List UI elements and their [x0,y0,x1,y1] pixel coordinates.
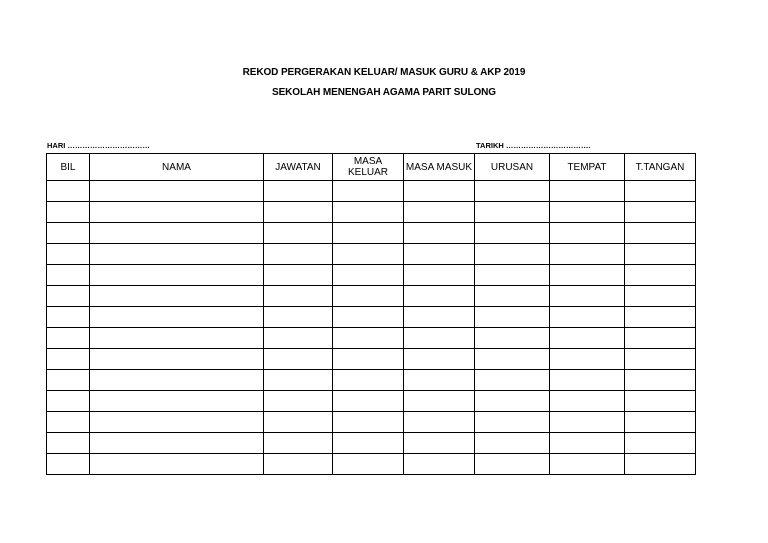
cell-jawatan [264,181,333,202]
cell-masa-masuk [404,391,475,412]
cell-masa-keluar [333,244,404,265]
cell-urusan [475,454,550,475]
cell-urusan [475,202,550,223]
cell-bil [47,454,90,475]
cell-urusan [475,412,550,433]
cell-urusan [475,307,550,328]
cell-t-tangan [625,454,696,475]
table-body [47,181,696,475]
cell-masa-keluar [333,433,404,454]
cell-bil [47,328,90,349]
cell-t-tangan [625,328,696,349]
form-title: REKOD PERGERAKAN KELUAR/ MASUK GURU & AKP 2019 [242,67,526,78]
cell-jawatan [264,454,333,475]
table-row [47,202,696,223]
table-row [47,391,696,412]
header-masa-masuk: MASA MASUK [404,154,475,181]
cell-nama [90,307,264,328]
header-nama: NAMA [90,154,264,181]
cell-nama [90,412,264,433]
cell-tempat [550,454,625,475]
header-masa-keluar-line2: KELUAR [347,167,388,178]
cell-tempat [550,181,625,202]
cell-bil [47,412,90,433]
cell-t-tangan [625,412,696,433]
cell-urusan [475,328,550,349]
cell-bil [47,181,90,202]
cell-masa-masuk [404,370,475,391]
header-masa-keluar-line1: MASA [353,156,383,167]
cell-masa-masuk [404,202,475,223]
cell-urusan [475,265,550,286]
table-row [47,370,696,391]
cell-masa-masuk [404,328,475,349]
cell-jawatan [264,202,333,223]
cell-t-tangan [625,391,696,412]
table-row [47,349,696,370]
cell-bil [47,265,90,286]
cell-masa-keluar [333,223,404,244]
hari-field: HARI …………………………… [47,141,150,150]
header-bil: BIL [47,154,90,181]
table-row [47,454,696,475]
cell-bil [47,286,90,307]
cell-jawatan [264,412,333,433]
header-t-tangan: T.TANGAN [625,154,696,181]
cell-t-tangan [625,265,696,286]
cell-nama [90,349,264,370]
cell-bil [47,223,90,244]
cell-tempat [550,265,625,286]
cell-tempat [550,202,625,223]
cell-jawatan [264,223,333,244]
cell-bil [47,370,90,391]
cell-bil [47,391,90,412]
school-name: SEKOLAH MENENGAH AGAMA PARIT SULONG [272,87,496,98]
cell-masa-keluar [333,286,404,307]
cell-nama [90,244,264,265]
cell-t-tangan [625,244,696,265]
cell-masa-masuk [404,181,475,202]
table-row [47,433,696,454]
cell-nama [90,286,264,307]
table-row [47,181,696,202]
cell-masa-keluar [333,307,404,328]
cell-masa-masuk [404,244,475,265]
cell-nama [90,223,264,244]
cell-masa-keluar [333,349,404,370]
cell-tempat [550,433,625,454]
cell-tempat [550,349,625,370]
table-header-row [47,154,696,181]
cell-t-tangan [625,433,696,454]
cell-nama [90,202,264,223]
cell-t-tangan [625,307,696,328]
cell-masa-keluar [333,202,404,223]
cell-jawatan [264,328,333,349]
cell-jawatan [264,433,333,454]
cell-urusan [475,223,550,244]
cell-urusan [475,370,550,391]
cell-nama [90,433,264,454]
cell-masa-masuk [404,412,475,433]
table-row [47,412,696,433]
cell-masa-keluar [333,370,404,391]
cell-urusan [475,181,550,202]
cell-jawatan [264,286,333,307]
cell-masa-masuk [404,307,475,328]
table-row [47,286,696,307]
cell-bil [47,202,90,223]
cell-tempat [550,412,625,433]
header-urusan: URUSAN [475,154,550,181]
cell-t-tangan [625,349,696,370]
cell-masa-masuk [404,349,475,370]
cell-tempat [550,286,625,307]
cell-t-tangan [625,370,696,391]
cell-masa-keluar [333,265,404,286]
table-row [47,307,696,328]
cell-nama [90,265,264,286]
table-row [47,223,696,244]
cell-nama [90,391,264,412]
cell-tempat [550,370,625,391]
cell-tempat [550,391,625,412]
cell-masa-keluar [333,454,404,475]
header-jawatan: JAWATAN [264,154,333,181]
cell-jawatan [264,265,333,286]
cell-nama [90,328,264,349]
cell-masa-keluar [333,391,404,412]
cell-bil [47,349,90,370]
table-row [47,244,696,265]
cell-jawatan [264,244,333,265]
cell-t-tangan [625,202,696,223]
cell-masa-masuk [404,286,475,307]
cell-tempat [550,328,625,349]
cell-bil [47,244,90,265]
cell-urusan [475,244,550,265]
movement-record-table [46,153,696,475]
cell-urusan [475,433,550,454]
cell-masa-masuk [404,454,475,475]
header-tempat: TEMPAT [550,154,625,181]
cell-urusan [475,391,550,412]
cell-masa-keluar [333,412,404,433]
table-row [47,265,696,286]
cell-jawatan [264,370,333,391]
tarikh-field: TARIKH ……………………………. [476,141,591,150]
cell-nama [90,181,264,202]
cell-urusan [475,286,550,307]
cell-t-tangan [625,223,696,244]
cell-nama [90,454,264,475]
cell-t-tangan [625,286,696,307]
table-row [47,328,696,349]
header-masa-keluar [333,154,404,181]
cell-urusan [475,349,550,370]
cell-masa-masuk [404,433,475,454]
cell-tempat [550,223,625,244]
cell-bil [47,433,90,454]
cell-jawatan [264,307,333,328]
cell-jawatan [264,349,333,370]
cell-masa-masuk [404,265,475,286]
cell-jawatan [264,391,333,412]
cell-tempat [550,244,625,265]
cell-bil [47,307,90,328]
cell-t-tangan [625,181,696,202]
cell-masa-masuk [404,223,475,244]
cell-masa-keluar [333,181,404,202]
cell-nama [90,370,264,391]
cell-tempat [550,307,625,328]
cell-masa-keluar [333,328,404,349]
